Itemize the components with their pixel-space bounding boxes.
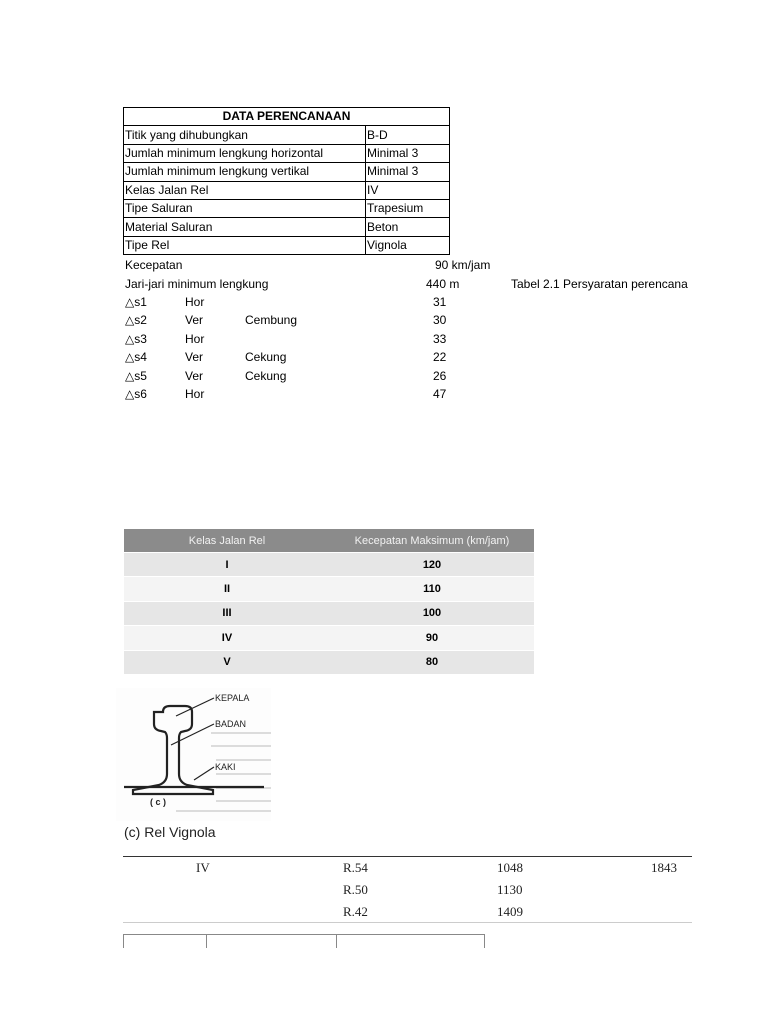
table-row [124,236,450,254]
segment-value: 22 [433,350,447,364]
table-header: Kelas Jalan Rel [124,529,330,553]
table-row [124,144,450,162]
segment-curve: Cembung [245,313,298,327]
kelas-cell: IV [124,626,330,650]
segment-value: 31 [433,295,447,309]
segment-value: 26 [433,369,447,383]
row-value: Trapesium [366,199,450,217]
kelas-cell: V [124,650,330,674]
label-badan: BADAN [215,719,247,729]
kelas-cell: II [124,577,330,601]
tabel-note: Tabel 2.1 Persyaratan perencana [511,277,688,291]
table-header: Kecepatan Maksimum (km/jam) [330,529,534,553]
kelas-cell: IV [196,860,210,875]
row-label: Titik yang dihubungkan [124,126,366,144]
speed-cell: 90 [330,626,534,650]
segment-type: Hor [185,387,205,401]
table-row [124,601,534,625]
divider [123,922,692,923]
segment-name: △s4 [125,350,147,364]
row-value: Vignola [366,236,450,254]
speed-cell: 110 [330,577,534,601]
label-fig: ( c ) [150,797,167,807]
segment-curve: Cekung [245,350,287,364]
table-row [124,626,534,650]
kelas-speed-table [124,529,534,674]
row-value: Minimal 3 [366,163,450,181]
divider [336,935,337,948]
rail-type-table [123,856,692,924]
value-cell: 1130 [497,882,523,897]
data-perencanaan-table [123,107,450,255]
divider [206,935,207,948]
row-value: IV [366,181,450,199]
row-value: Beton [366,218,450,236]
table-title: DATA PERENCANAAN [124,108,450,126]
row-label: Jumlah minimum lengkung horizontal [124,144,366,162]
row-label: Tipe Saluran [124,199,366,217]
rail-diagram [116,688,271,821]
rel-cell: R.50 [343,882,368,897]
segment-curve: Cekung [245,369,287,383]
row-label: Tipe Rel [124,236,366,254]
table-row [124,181,450,199]
jari-value: 440 m [426,277,460,291]
segment-type: Ver [185,350,204,364]
row-label: Jumlah minimum lengkung vertikal [124,163,366,181]
table-row [124,126,450,144]
kelas-cell: I [124,553,330,577]
label-kepala: KEPALA [215,693,250,703]
row-label: Kelas Jalan Rel [124,181,366,199]
rail-vignola-figure [116,688,271,821]
table-row [124,577,534,601]
segment-value: 47 [433,387,447,401]
table-row [124,553,534,577]
segment-value: 33 [433,332,447,346]
segment-value: 30 [433,313,447,327]
rel-cell: R.54 [343,860,368,875]
value-cell: 1048 [497,860,523,875]
table-row [124,650,534,674]
table-row [124,199,450,217]
segment-name: △s6 [125,387,147,401]
speed-cell: 100 [330,601,534,625]
segment-name: △s3 [125,332,147,346]
cropped-table-fragment [123,934,485,948]
label-kaki: KAKI [215,762,236,772]
row-label: Material Saluran [124,218,366,236]
rail-caption: (c) Rel Vignola [124,824,216,840]
table-row [124,218,450,236]
segment-name: △s5 [125,369,147,383]
segment-type: Ver [185,313,204,327]
row-value: B-D [366,126,450,144]
kecepatan-label: Kecepatan [125,258,183,272]
segment-type: Ver [185,369,204,383]
speed-cell: 120 [330,553,534,577]
jari-label: Jari-jari minimum lengkung [125,277,269,291]
segment-name: △s1 [125,295,147,309]
segment-type: Hor [185,332,205,346]
kelas-cell: III [124,601,330,625]
segment-type: Hor [185,295,205,309]
rel-cell: R.42 [343,904,368,919]
speed-cell: 80 [330,650,534,674]
segment-name: △s2 [125,313,147,327]
row-value: Minimal 3 [366,144,450,162]
value-cell: 1843 [651,860,677,875]
value-cell: 1409 [497,904,523,919]
kecepatan-value: 90 km/jam [435,258,491,272]
table-row [124,163,450,181]
divider [123,856,692,857]
